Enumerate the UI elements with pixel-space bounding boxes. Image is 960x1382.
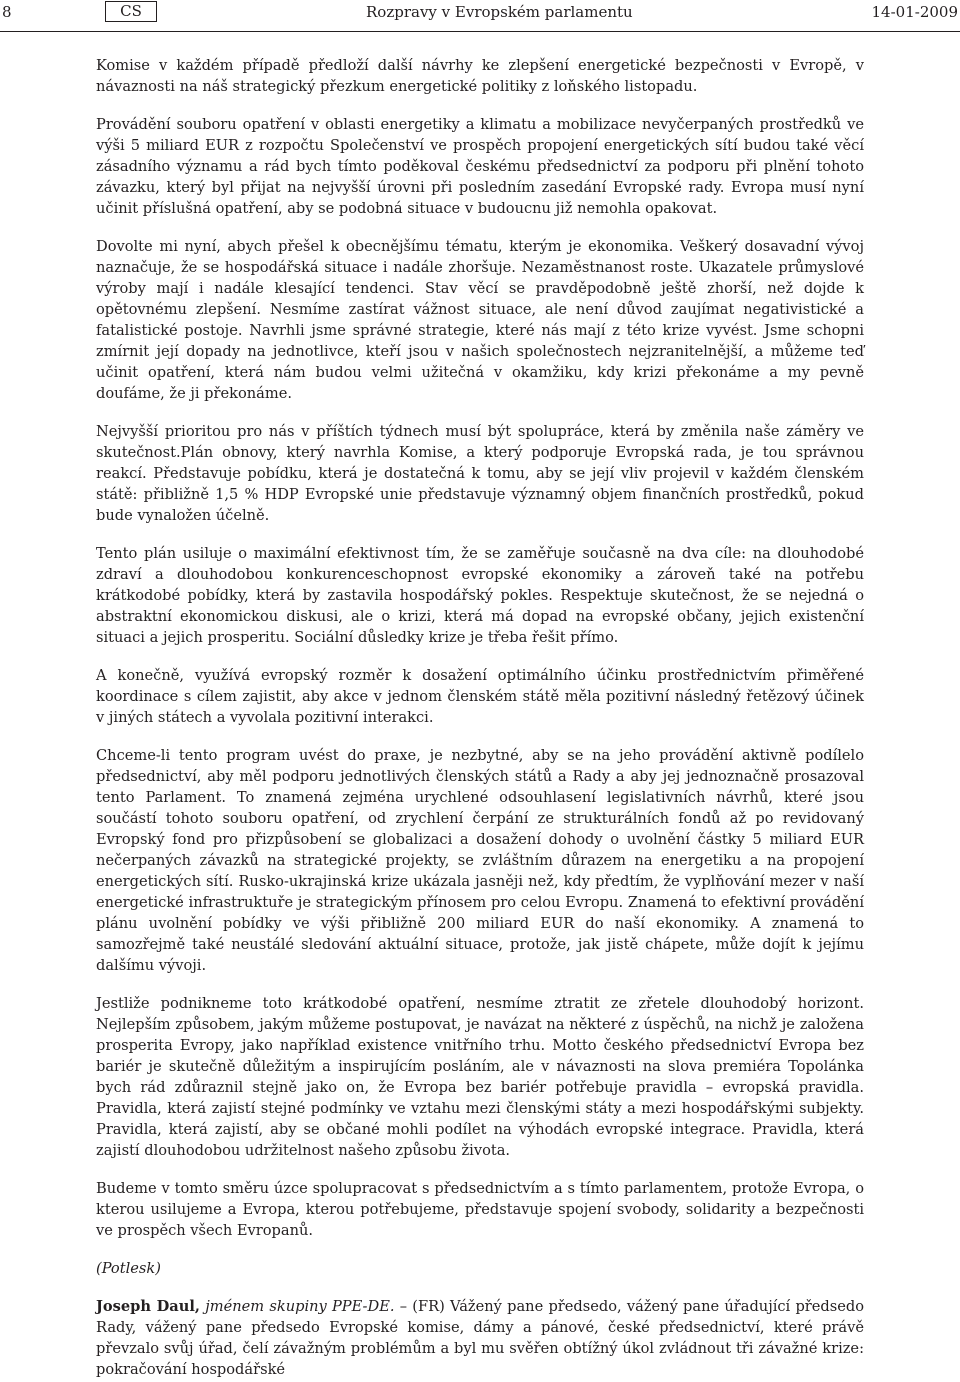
page-number: 8 — [2, 3, 12, 21]
paragraph: A konečně, využívá evropský rozměr k dosažení optimálního účinku prostřednictvím přiměřené koordinace s cílem zajistit, aby akce v jednom členském státě měla pozitivní následný řetězový účinek v jiných státech a vyvolala pozitivní interakci. — [96, 667, 864, 726]
document-body — [96, 55, 864, 1380]
header-date: 14-01-2009 — [871, 3, 958, 21]
paragraph: Komise v každém případě předloží další návrhy ke zlepšení energetické bezpečnosti v Evropě, v návaznosti na náš strategický přezkum energetické politiky z loňského listopadu. — [96, 57, 864, 95]
journal-title: Rozpravy v Evropském parlamentu — [366, 3, 633, 21]
paragraph: Provádění souboru opatření v oblasti energetiky a klimatu a mobilizace nevyčerpaných prostředků ve výši 5 miliard EUR z rozpočtu Společenství ve prospěch propojení energetických sítí budou také věcí zásadního významu a rád bych tímto poděkoval českému předsednictví za podporu při plnění tohoto závazku, který byl přijat na nejvyšší úrovni při posledním zasedání Evropské rady. Evropa musí nyní učinit příslušná opatření, aby se podobná situace v budoucnu již nemohla opakovat. — [96, 116, 864, 217]
language-note: – (FR) — [399, 1298, 445, 1315]
speaker-role: jménem skupiny PPE-DE. — [205, 1298, 395, 1315]
speech-text: Vážený pane předsedo, vážený pane úřadující předsedo Rady, vážený pane předsedo Evropské komise, dámy a pánové, české předsednictví, které právě převzalo svůj úřad, čelí závažným problémům a byl mu svěřen obtížný úkol zvládnout tři závažné krize: pokračování hospodářské — [96, 1298, 865, 1378]
stage-direction: (Potlesk) — [96, 1260, 161, 1277]
paragraph: Jestliže podnikneme toto krátkodobé opatření, nesmíme ztratit ze zřetele dlouhodobý horizont. Nejlepším způsobem, jakým můžeme postupovat, je navázat na některé z úspěchů, na nichž je založena prosperita Evropy, jako například existence vnitřního trhu. Motto českého předsednictví Evropa bez bariér je skutečně důležitým a inspirujícím posláním, ale v návaznosti na slova premiéra Topolánka bych rád zdůraznil stejně jako on, že Evropa bez bariér potřebuje pravidla – evropská pravidla. Pravidla, která zajistí stejné podmínky ve vztahu mezi členskými státy a mezi hospodářskými subjekty. Pravidla, která zajistí, aby se občané mohli podílet na výhodách evropské integrace. Pravidla, která zajistí dlouhodobou udržitelnost našeho způsobu života. — [96, 995, 864, 1159]
speech-paragraph — [96, 1296, 864, 1380]
speaker-name: Joseph Daul, — [96, 1298, 200, 1315]
paragraph: Nejvyšší prioritou pro nás v příštích týdnech musí být spolupráce, která by změnila naše záměry ve skutečnost.Plán obnovy, který navrhla Komise, a který podporuje Evropská rada, je tou správnou reakcí. Představuje pobídku, která je dostatečná k tomu, aby se její vliv projevil v každém členském státě: přibližně 1,5 % HDP Evropské unie představuje významný objem finančních prostředků, pokud bude vynaložen účelně. — [96, 423, 864, 524]
paragraph: Dovolte mi nyní, abych přešel k obecnějšímu tématu, kterým je ekonomika. Veškerý dosavadní vývoj naznačuje, že se hospodářská situace i nadále zhoršuje. Nezaměstnanost roste. Ukazatele průmyslové výroby mají i nadále klesající tendenci. Stav věcí se pravděpodobně ještě zhorší, než dojde k opětovnému zlepšení. Nesmíme zastírat vážnost situace, ale není důvod zaujímat negativistické a fatalistické postoje. Navrhli jsme správné strategie, které nás mají z této krize vyvést. Jsme schopni zmírnit její dopady na jednotlivce, kteří jsou v našich společnostech nejzranitelnější, a můžeme teď učinit opatření, která nám budou velmi užitečná v okamžiku, kdy krizi překonáme a my pevně doufáme, že ji překonáme. — [96, 238, 864, 402]
paragraph: Budeme v tomto směru úzce spolupracovat s předsednictvím a s tímto parlamentem, protože Evropa, o kterou usilujeme a Evropa, kterou potřebujeme, představuje spojení svobody, solidarity a bezpečnosti ve prospěch všech Evropanů. — [96, 1180, 864, 1239]
page-header — [0, 0, 960, 32]
language-code-box: CS — [105, 1, 157, 22]
paragraph: Tento plán usiluje o maximální efektivnost tím, že se zaměřuje současně na dva cíle: na dlouhodobé zdraví a dlouhodobou konkurenceschopnost evropské ekonomiky a zároveň také na potřebu krátkodobé pobídky, která by zastavila hospodářský pokles. Respektuje skutečnost, že se nejedná o abstraktní ekonomickou diskusi, ale o krizi, která má dopad na evropské občany, jejich existenční situaci a jejich prosperitu. Sociální důsledky krize je třeba řešit přímo. — [96, 545, 864, 646]
paragraph: Chceme-li tento program uvést do praxe, je nezbytné, aby se na jeho provádění aktivně podílelo předsednictví, aby měl podporu jednotlivých členských států a Rady a aby jej jednoznačně prosazoval tento Parlament. To znamená zejména urychlené odsouhlasení legislativních návrhů, které jsou součástí tohoto souboru opatření, od zrychlení čerpání ze strukturálních fondů až po revidovaný Evropský fond pro přizpůsobení se globalizaci a dosažení dohody o uvolnění částky 5 miliard EUR nečerpaných závazků na strategické projekty, se zvláštním důrazem na energetiku a na propojení energetických sítí. Rusko-ukrajinská krize ukázala jasněji než, kdy předtím, že vyplňování mezer v naší energetické infrastruktuře je strategickým přínosem pro celou Evropu. Znamená to efektivní provádění plánu uvolnění pobídky ve výši přibližně 200 miliard EUR do naší ekonomiky. A znamená to samozřejmě také neustálé sledování aktuální situace, protože, jak jistě chápete, může dojít k jejímu dalšímu vývoji. — [96, 747, 864, 974]
header-divider — [0, 31, 960, 32]
